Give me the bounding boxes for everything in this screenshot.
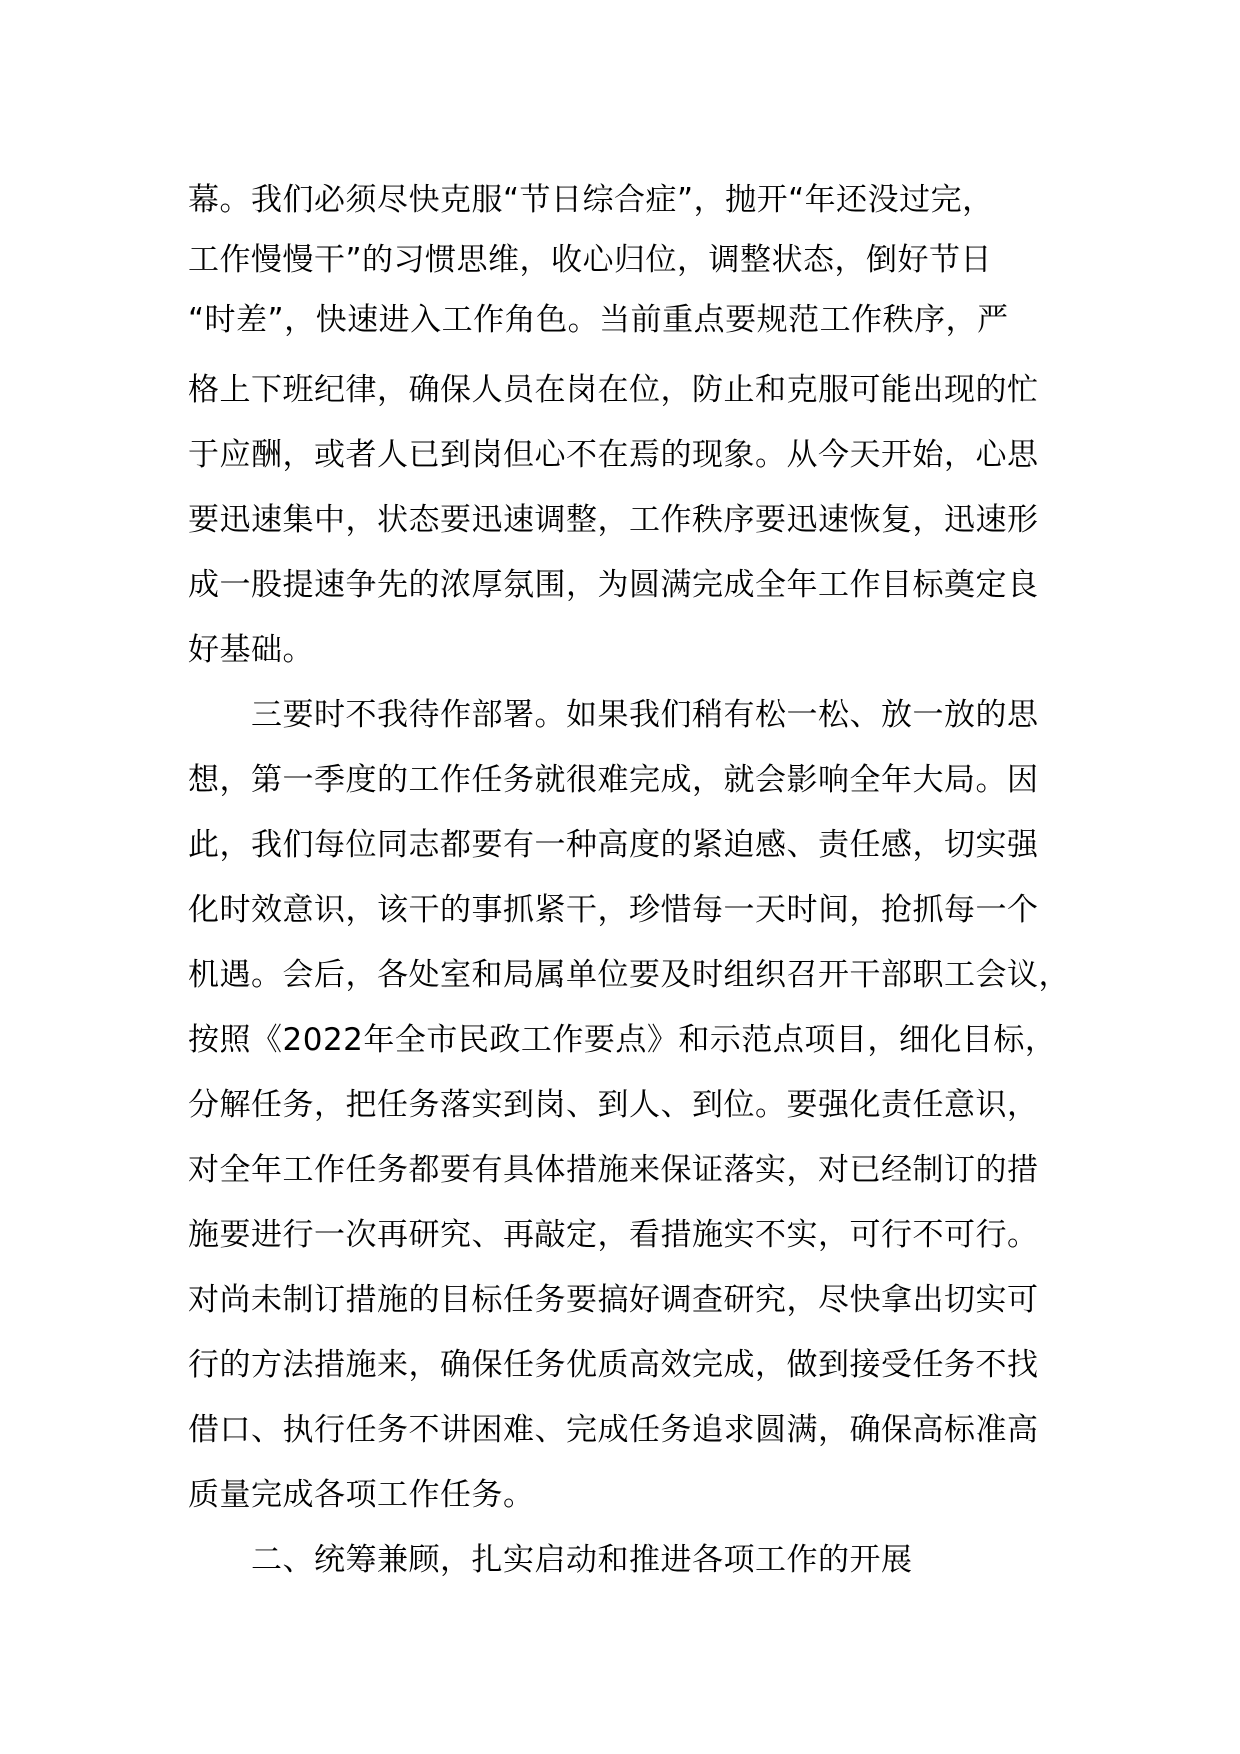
text-line: 要迅速集中，状态要迅速调整，工作秩序要迅速恢复，迅速形 — [188, 502, 1039, 538]
text-line: 借口、执行任务不讲困难、完成任务追求圆满，确保高标准高 — [188, 1412, 1039, 1448]
text-line: 好基础。 — [188, 632, 314, 668]
text-line: 质量完成各项工作任务。 — [188, 1477, 535, 1513]
text-line: 格上下班纪律，确保人员在岗在位，防止和克服可能出现的忙 — [188, 372, 1039, 408]
text-line: 行的方法措施来，确保任务优质高效完成，做到接受任务不找 — [188, 1347, 1039, 1383]
text-line: 想，第一季度的工作任务就很难完成，就会影响全年大局。因 — [188, 762, 1039, 798]
text-line: 化时效意识，该干的事抓紧干，珍惜每一天时间，抢抓每一个 — [188, 892, 1039, 928]
text-line: 施要进行一次再研究、再敲定，看措施实不实，可行不可行。 — [188, 1217, 1039, 1253]
section-heading: 二、统筹兼顾，扎实启动和推进各项工作的开展 — [251, 1542, 913, 1578]
text-line: 此，我们每位同志都要有一种高度的紧迫感、责任感，切实强 — [188, 827, 1039, 863]
text-line: 对尚未制订措施的目标任务要搞好调查研究，尽快拿出切实可 — [188, 1282, 1039, 1318]
paragraph-start-line: 三要时不我待作部署。如果我们稍有松一松、放一放的思 — [251, 697, 1039, 733]
text-line: 分解任务，把任务落实到岗、到人、到位。要强化责任意识， — [188, 1087, 1039, 1123]
text-line: 成一股提速争先的浓厚氛围，为圆满完成全年工作目标奠定良 — [188, 567, 1039, 603]
text-line: 对全年工作任务都要有具体措施来保证落实，对已经制订的措 — [188, 1152, 1039, 1188]
text-line: 按照《2022年全市民政工作要点》和示范点项目，细化目标， — [188, 1022, 1057, 1058]
text-line: 机遇。会后，各处室和局属单位要及时组织召开干部职工会议， — [188, 957, 1070, 993]
text-line: 于应酬，或者人已到岗但心不在焉的现象。从今天开始，心思 — [188, 437, 1039, 473]
text-line: “时差”，快速进入工作角色。当前重点要规范工作秩序，严 — [188, 302, 1009, 338]
text-line: 幕。我们必须尽快克服“节日综合症”，抛开“年还没过完， — [188, 182, 994, 218]
text-line: 工作慢慢干”的习惯思维，收心归位，调整状态，倒好节日 — [188, 242, 993, 278]
